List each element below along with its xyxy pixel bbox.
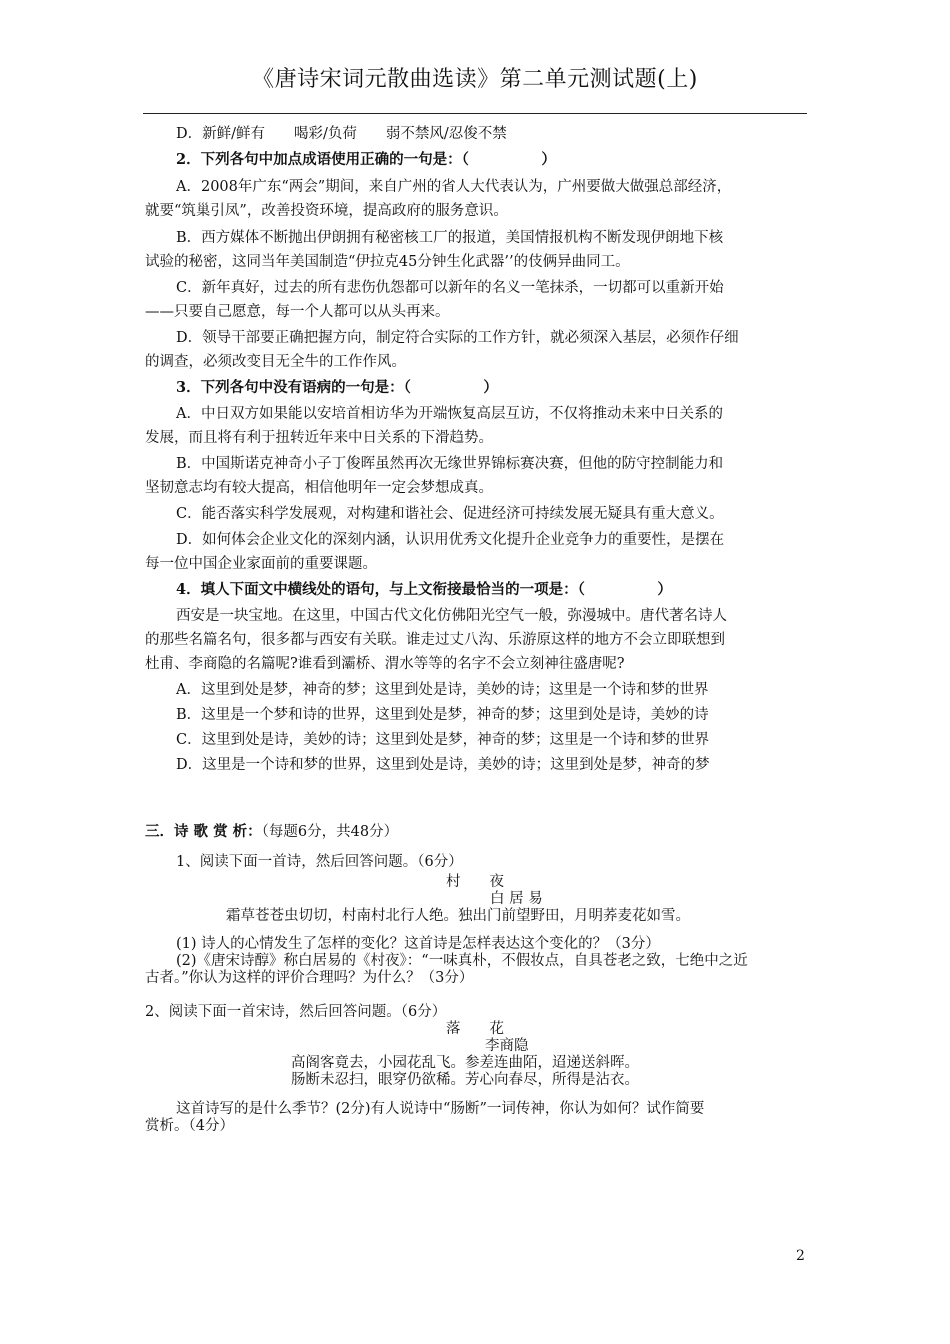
- poem1-intro: 1、阅读下面一首诗，然后回答问题。（6分）: [176, 854, 463, 870]
- q2-option-c-line1: C．新年真好，过去的所有悲伤仇怨都可以新年的名义一笔抹杀，一切都可以重新开始: [176, 280, 724, 296]
- poem2-question-line1: 这首诗写的是什么季节？(2分)有人说诗中“肠断”一词传神，你认为如何？试作简要: [176, 1101, 705, 1117]
- poem2-title: 落 花: [446, 1021, 504, 1037]
- q4-option-c: C．这里到处是诗，美妙的诗；这里到处是梦，神奇的梦；这里是一个诗和梦的世界: [176, 732, 710, 748]
- q2-option-d-line1: D．领导干部要正确把握方向，制定符合实际的工作方针，就必须深入基层，必须作仔细: [176, 330, 739, 346]
- poem1-text: 霜草苍苍虫切切，村南村北行人绝。独出门前望野田，月明荞麦花如雪。: [226, 908, 690, 924]
- q3-option-b-line2: 坚韧意志均有较大提高，相信他明年一定会梦想成真。: [145, 480, 493, 496]
- q4-stem: 4．填人下面文中横线处的语句，与上文衔接最恰当的一项是：（ ）: [176, 581, 672, 598]
- section3-note: （每题6分，共48分）: [261, 824, 399, 840]
- q2-stem: 2．下列各句中加点成语使用正确的一句是：（ ）: [176, 151, 556, 168]
- page-number: 2: [796, 1248, 805, 1264]
- q4-option-d: D．这里是一个诗和梦的世界，这里到处是诗，美妙的诗；这里到处是梦，神奇的梦: [176, 757, 710, 773]
- q4-option-b: B．这里是一个梦和诗的世界，这里到处是梦，神奇的梦；这里到处是诗，美妙的诗: [176, 707, 709, 723]
- q3-option-d-line2: 每一位中国企业家面前的重要课题。: [145, 556, 377, 572]
- poem1-question2-line1: (2)《唐宋诗醇》称白居易的《村夜》：“一味真朴，不假妆点，自具苍老之致，七绝中之近: [176, 953, 748, 969]
- q4-passage-line1: 西安是一块宝地。在这里，中国古代文化仿佛阳光空气一般，弥漫城中。唐代著名诗人: [176, 608, 727, 624]
- q4-passage-line2: 的那些名篇名句，很多都与西安有关联。谁走过丈八沟、乐游原这样的地方不会立即联想到: [145, 632, 725, 648]
- poem1-title: 村 夜: [446, 874, 504, 890]
- q2-option-b-line1: B．西方媒体不断抛出伊朗拥有秘密核工厂的报道，美国情报机构不断发现伊朗地下核: [176, 230, 724, 246]
- q3-option-b-line1: B．中国斯诺克神奇小子丁俊晖虽然再次无缘世界锦标赛决赛，但他的防守控制能力和: [176, 456, 724, 472]
- page-title: 《唐诗宋词元散曲选读》第二单元测试题(上): [252, 67, 698, 92]
- poem2-author: 李商隐: [485, 1038, 529, 1054]
- q1-option-d: D．新鲜/鲜有 喝彩/负荷 弱不禁风/忍俊不禁: [176, 126, 507, 142]
- q2-option-b-line2: 试验的秘密，这同当年美国制造“伊拉克45分钟生化武器’’的伎俩异曲同工。: [145, 254, 630, 270]
- poem2-intro: 2、阅读下面一首宋诗，然后回答问题。（6分）: [145, 1004, 447, 1020]
- q3-option-c: C．能否落实科学发展观，对构建和谐社会、促进经济可持续发展无疑具有重大意义。: [176, 506, 724, 522]
- poem1-author: 白 居 易: [490, 891, 543, 907]
- poem1-question1: (1) 诗人的心情发生了怎样的变化？这首诗是怎样表达这个变化的？（3分）: [176, 936, 660, 952]
- q3-option-a-line2: 发展，而且将有利于扭转近年来中日关系的下滑趋势。: [145, 430, 493, 446]
- q4-passage-line3: 杜甫、李商隐的名篇呢?谁看到灞桥、渭水等等的名字不会立刻神往盛唐呢?: [145, 656, 625, 672]
- section3-heading: 三．诗 歌 赏 析：: [145, 823, 262, 840]
- q2-option-c-line2: ——只要自己愿意，每一个人都可以从头再来。: [145, 304, 450, 320]
- poem1-question2-line2: 古者。”你认为这样的评价合理吗？为什么？（3分）: [145, 970, 474, 986]
- q4-option-a: A．这里到处是梦，神奇的梦；这里到处是诗，美妙的诗；这里是一个诗和梦的世界: [176, 682, 709, 698]
- q3-stem: 3．下列各句中没有语病的一句是：（ ）: [176, 379, 498, 396]
- poem2-question-line2: 赏析。（4分）: [145, 1118, 234, 1134]
- poem2-line2: 肠断未忍扫，眼穿仍欲稀。芳心向春尽，所得是沾衣。: [291, 1072, 639, 1088]
- section3-heading-line: [145, 822, 398, 842]
- q2-option-a-line1: A．2008年广东“两会”期间，来自广州的省人大代表认为，广州要做大做强总部经济，: [176, 179, 732, 195]
- q2-option-d-line2: 的调查，必须改变目无全牛的工作作风。: [145, 354, 406, 370]
- header-rule: [143, 113, 807, 114]
- q3-option-d-line1: D．如何体会企业文化的深刻内涵，认识用优秀文化提升企业竞争力的重要性，是摆在: [176, 532, 725, 548]
- q3-option-a-line1: A．中日双方如果能以安培首相访华为开端恢复高层互访，不仅将推动未来中日关系的: [176, 406, 723, 422]
- poem2-line1: 高阁客竟去，小园花乱飞。参差连曲陌，迢递送斜晖。: [291, 1055, 639, 1071]
- q2-option-a-line2: 就要“筑巢引凤”，改善投资环境，提高政府的服务意识。: [145, 203, 508, 219]
